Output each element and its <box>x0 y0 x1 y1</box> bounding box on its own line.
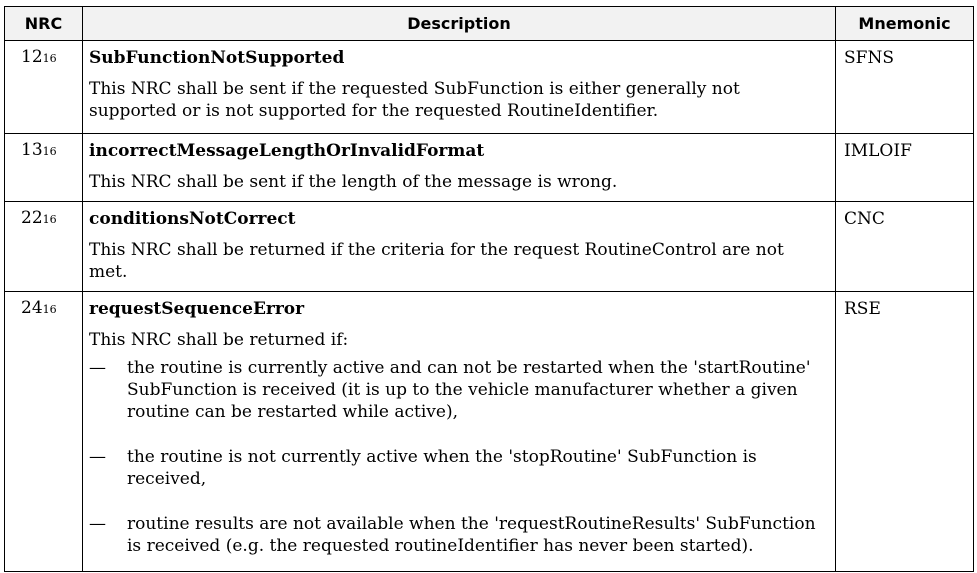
nrc-cell <box>5 41 83 134</box>
nrc-subscript: 16 <box>42 52 57 65</box>
nrc-value: 22 <box>21 208 43 228</box>
description-cell <box>83 202 836 292</box>
table-row <box>5 41 974 134</box>
description-cell <box>83 134 836 202</box>
bullet-dash: — <box>89 358 106 378</box>
nrc-description-text: This NRC shall be returned if the criteria for the request RoutineControl are not met. <box>89 240 784 282</box>
table-header-row <box>5 7 974 41</box>
nrc-name: requestSequenceError <box>89 299 305 319</box>
bullet-text: the routine is currently active and can not be restarted when the 'startRoutine' SubFunction is received (it is up to the vehicle manufacturer whether a given routine can be restarted while active), <box>127 358 811 422</box>
nrc-description-text: This NRC shall be sent if the requested SubFunction is either generally not supported or is not supported for the requested RoutineIdentifier. <box>89 79 740 121</box>
description-cell <box>83 292 836 572</box>
mnemonic-cell: SFNS <box>836 41 974 134</box>
nrc-cell <box>5 202 83 292</box>
header-description: Description <box>83 7 836 41</box>
list-item <box>89 446 827 490</box>
nrc-value: 12 <box>21 47 43 67</box>
table-row <box>5 134 974 202</box>
nrc-name: conditionsNotCorrect <box>89 209 296 229</box>
mnemonic-cell: RSE <box>836 292 974 572</box>
header-mnemonic: Mnemonic <box>836 7 974 41</box>
mnemonic-cell: IMLOIF <box>836 134 974 202</box>
description-cell <box>83 41 836 134</box>
nrc-cell <box>5 134 83 202</box>
nrc-subscript: 16 <box>42 145 57 158</box>
mnemonic-cell: CNC <box>836 202 974 292</box>
table-row <box>5 292 974 572</box>
list-item <box>89 513 827 557</box>
nrc-value: 24 <box>21 298 43 318</box>
bullet-dash: — <box>89 514 106 534</box>
bullet-dash: — <box>89 447 106 467</box>
nrc-name: SubFunctionNotSupported <box>89 48 345 68</box>
nrc-subscript: 16 <box>42 303 57 316</box>
nrc-description-text: This NRC shall be sent if the length of the message is wrong. <box>89 172 618 192</box>
table-row <box>5 202 974 292</box>
nrc-subscript: 16 <box>42 213 57 226</box>
nrc-name: incorrectMessageLengthOrInvalidFormat <box>89 141 485 161</box>
list-item <box>89 357 827 423</box>
nrc-value: 13 <box>21 140 43 160</box>
nrc-description-text: This NRC shall be returned if: <box>89 330 349 350</box>
nrc-table <box>4 6 974 572</box>
bullet-text: the routine is not currently active when the 'stopRoutine' SubFunction is received, <box>127 447 757 489</box>
nrc-cell <box>5 292 83 572</box>
header-nrc: NRC <box>5 7 83 41</box>
bullet-text: routine results are not available when the 'requestRoutineResults' SubFunction is received (e.g. the requested routineIdentifier has never been started). <box>127 514 816 556</box>
